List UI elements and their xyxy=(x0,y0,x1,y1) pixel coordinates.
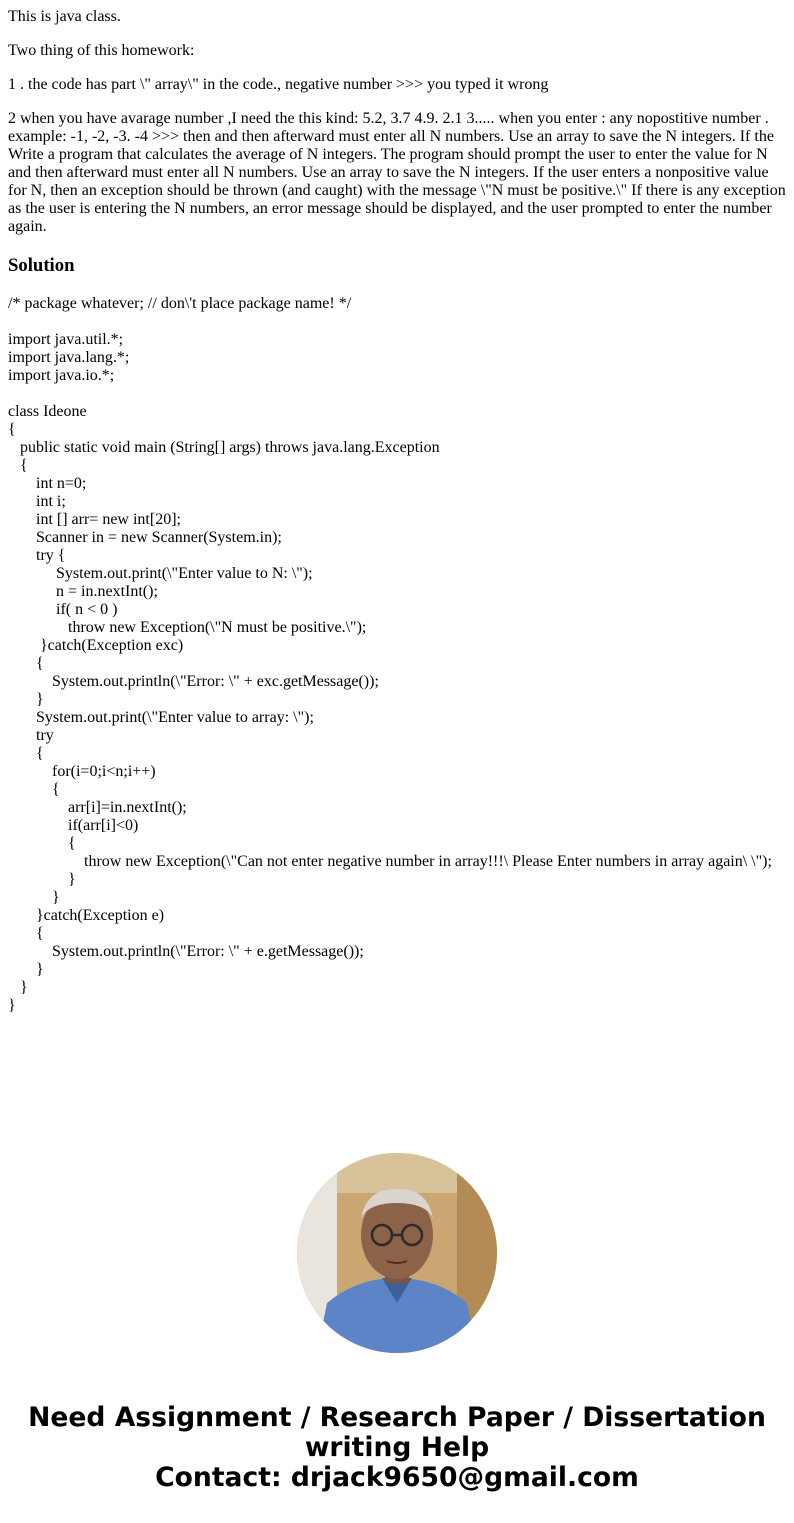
question-paragraph-3: 1 . the code has part \" array\" in the code., negative number >>> you typed it wrong xyxy=(8,76,549,93)
code-line: { xyxy=(8,421,16,438)
code-line: n = in.nextInt(); xyxy=(8,583,158,600)
code-line: import java.util.*; xyxy=(8,331,124,348)
code-line: System.out.print(\"Enter value to N: \"); xyxy=(8,565,313,582)
question-paragraph-1: This is java class. xyxy=(8,8,121,25)
code-line: { xyxy=(8,457,28,474)
code-line: } xyxy=(8,889,60,906)
code-line: }catch(Exception e) xyxy=(8,907,165,924)
code-line: try { xyxy=(8,547,66,564)
code-line: { xyxy=(8,835,76,852)
code-line: { xyxy=(8,745,44,762)
code-line: int i; xyxy=(8,493,66,510)
question-paragraph-4: 2 when you have avarage number ,I need the this kind: 5.2, 3.7 4.9. 2.1 3..... when you enter : any nopostitive number . example: -1, -2, -3. -4 >>> then and then afterward must enter all N numbers. Use an array to save the N integers. If the Write a program that calculates the average of N integers. The program should prompt the user to enter the value for N and then afterward must enter all N numbers. Use an array to save the N integers. If the user enters a nonpositive value for N, then an exception should be thrown (and caught) with the message \"N must be positive.\" If there is any exception as the user is entering the N numbers, an error message should be displayed, and the user prompted to enter the number again. xyxy=(8,110,786,235)
code-line: for(i=0;i<n;i++) xyxy=(8,763,156,780)
code-line: }catch(Exception exc) xyxy=(8,637,184,654)
code-line: { xyxy=(8,925,44,942)
code-line xyxy=(8,385,772,403)
code-line: throw new Exception(\"N must be positive.\"); xyxy=(8,619,367,636)
footer-line-1: Need Assignment / Research Paper / Dissertation xyxy=(28,1402,766,1433)
code-line xyxy=(8,313,772,331)
code-line: throw new Exception(\"Can not enter negative number in array!!!\ Please Enter numbers in array again\ \"); xyxy=(8,853,772,870)
author-photo-icon xyxy=(297,1153,497,1353)
code-line: Scanner in = new Scanner(System.in); xyxy=(8,529,282,546)
document-body xyxy=(8,8,788,1014)
code-line: } xyxy=(8,997,16,1014)
code-line: if( n < 0 ) xyxy=(8,601,118,618)
code-line: System.out.println(\"Error: \" + e.getMessage()); xyxy=(8,943,364,960)
code-line: { xyxy=(8,655,44,672)
code-line: } xyxy=(8,871,76,888)
code-line: class Ideone xyxy=(8,403,87,420)
code-line: arr[i]=in.nextInt(); xyxy=(8,799,187,816)
code-line: } xyxy=(8,691,44,708)
solution-heading: Solution xyxy=(8,255,75,276)
code-line: int [] arr= new int[20]; xyxy=(8,511,181,528)
code-line: System.out.println(\"Error: \" + exc.getMessage()); xyxy=(8,673,379,690)
footer-line-2: writing Help xyxy=(304,1432,490,1463)
author-avatar xyxy=(297,1153,497,1353)
footer-line-3: Contact: drjack9650@gmail.com xyxy=(155,1462,639,1493)
code-line: /* package whatever; // don\'t place package name! */ xyxy=(8,295,352,312)
code-line: public static void main (String[] args) throws java.lang.Exception xyxy=(8,439,440,456)
question-paragraph-2: Two thing of this homework: xyxy=(8,42,195,59)
code-line: int n=0; xyxy=(8,475,87,492)
code-line: } xyxy=(8,961,44,978)
code-line: { xyxy=(8,781,60,798)
code-line: } xyxy=(8,979,28,996)
code-line: if(arr[i]<0) xyxy=(8,817,139,834)
code-line: import java.lang.*; xyxy=(8,349,130,366)
solution-code xyxy=(8,295,772,1015)
code-line: import java.io.*; xyxy=(8,367,115,384)
code-line: try xyxy=(8,727,54,744)
footer-contact xyxy=(0,1403,794,1493)
code-line: System.out.print(\"Enter value to array: \"); xyxy=(8,709,314,726)
